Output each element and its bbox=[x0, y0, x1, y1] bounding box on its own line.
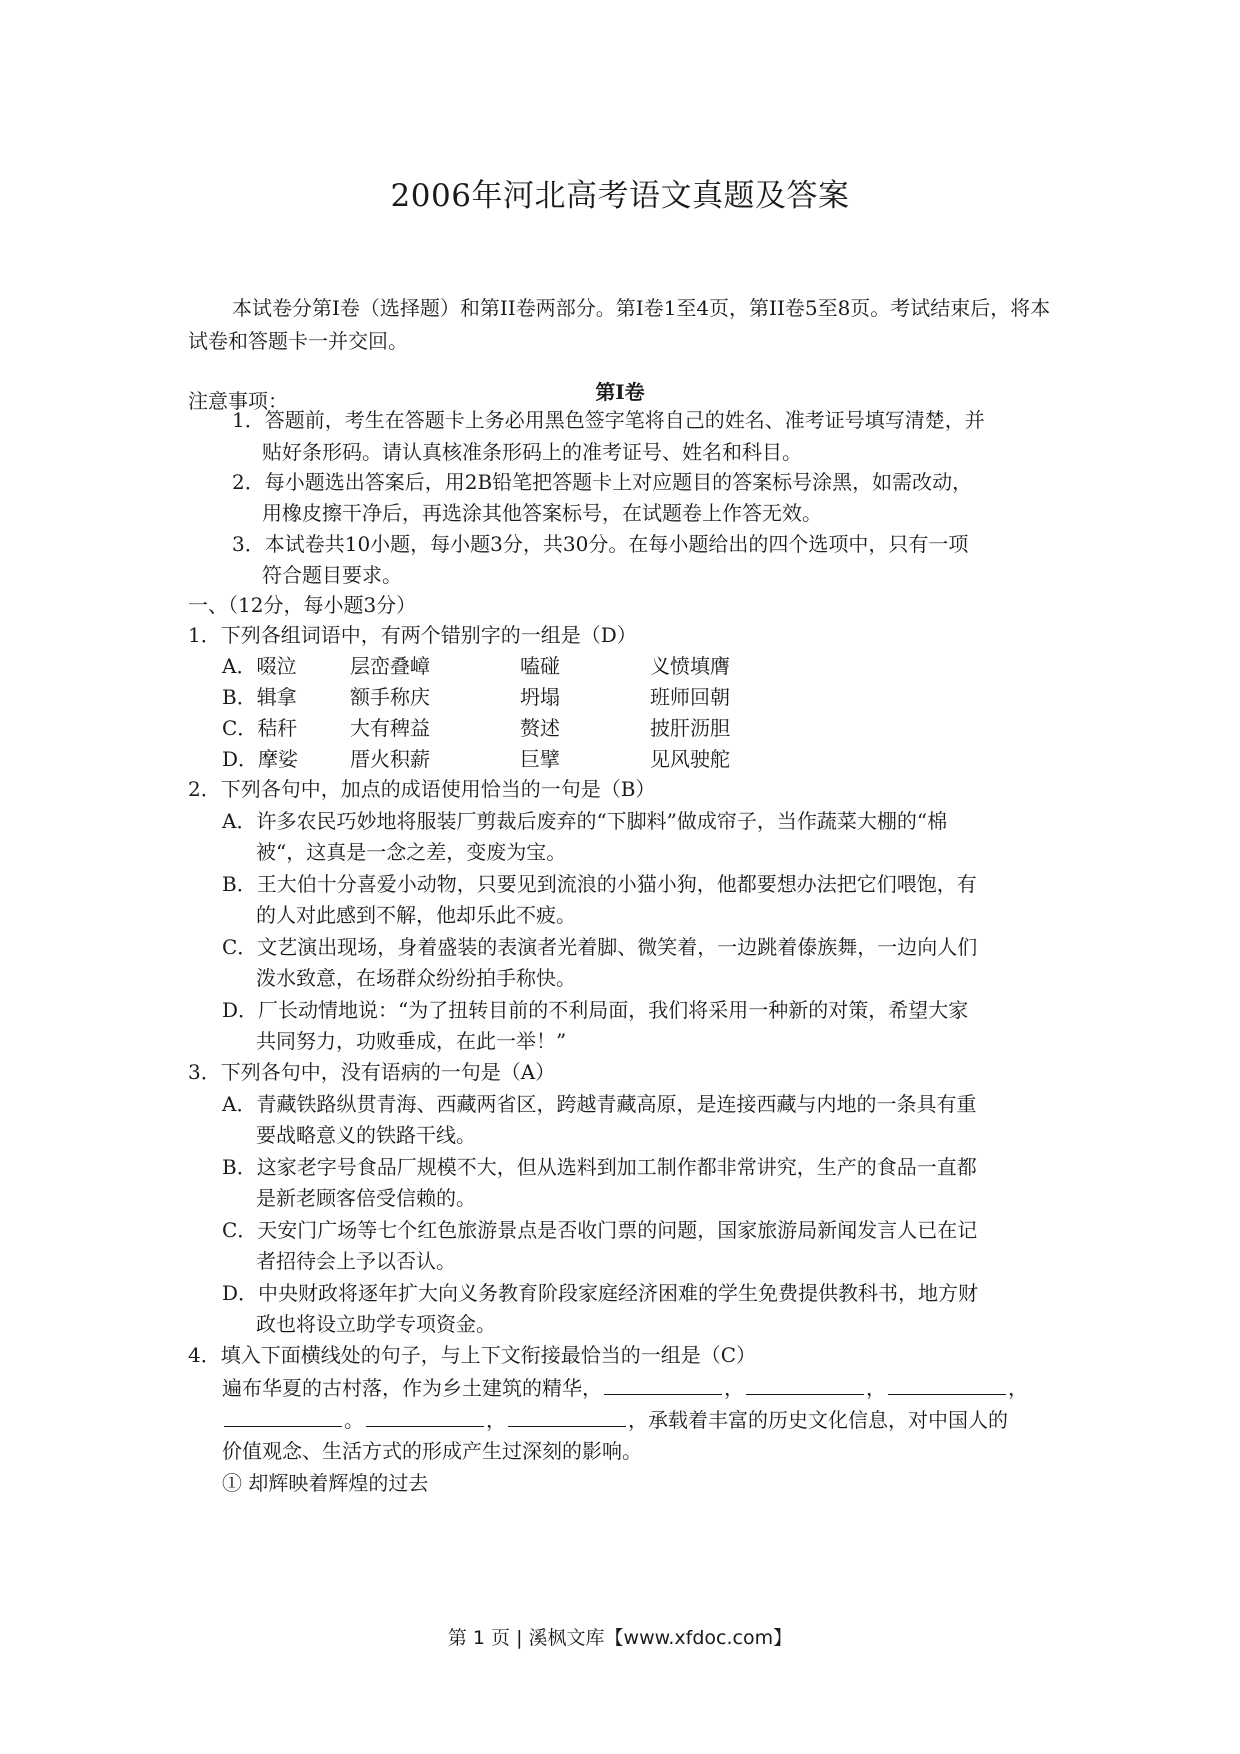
q3-option-d-line1: D．中央财政将逐年扩大向义务教育阶段家庭经济困难的学生免费提供教科书，地方财 bbox=[222, 1281, 979, 1305]
q4-comma-4: ， bbox=[486, 1408, 506, 1432]
q4-blank-6 bbox=[508, 1404, 626, 1427]
notice-item-2-line2: 用橡皮擦干净后，再选涂其他答案标号，在试题卷上作答无效。 bbox=[262, 501, 822, 525]
question-1-row-d bbox=[222, 744, 730, 774]
q1-a-word-3: 嗑碰 bbox=[520, 654, 560, 678]
q1-d-word-2: 厝火积薪 bbox=[350, 747, 430, 771]
q2-option-a-line1: A．许多农民巧妙地将服装厂剪裁后废弃的“下脚料”做成帘子，当作蔬菜大棚的“棉 bbox=[222, 809, 948, 833]
q1-d-word-4: 见风驶舵 bbox=[650, 747, 730, 771]
q2-option-d-line2: 共同努力，功败垂成，在此一举！” bbox=[256, 1029, 567, 1053]
page-footer: 第 1 页 | 溪枫文库【www.xfdoc.com】 bbox=[447, 1627, 793, 1649]
q1-b-word-2: 额手称庆 bbox=[350, 685, 430, 709]
q1-d-word-3: 巨擘 bbox=[520, 747, 560, 771]
q4-blank-5 bbox=[366, 1404, 484, 1427]
q1-b-word-3: 坍塌 bbox=[520, 685, 560, 709]
section-title: 第I卷 bbox=[595, 380, 645, 404]
notice-item-1-line1: 1．答题前，考生在答题卡上务必用黑色签字笔将自己的姓名、准考证号填写清楚，并 bbox=[232, 408, 985, 432]
q1-c-word-4: 披肝沥胆 bbox=[650, 716, 730, 740]
question-1-stem: 1．下列各组词语中，有两个错别字的一组是（D） bbox=[188, 623, 637, 647]
question-4-stem: 4．填入下面横线处的句子，与上下文衔接最恰当的一组是（C） bbox=[188, 1343, 757, 1367]
q1-a-word-2: 层峦叠嶂 bbox=[350, 654, 430, 678]
q3-option-b-line1: B．这家老字号食品厂规模不大，但从选料到加工制作都非常讲究，生产的食品一直都 bbox=[222, 1155, 977, 1179]
q4-blank-2 bbox=[746, 1372, 864, 1395]
q3-option-c-line1: C．天安门广场等七个红色旅游景点是否收门票的问题，国家旅游局新闻发言人已在记 bbox=[222, 1218, 978, 1242]
q3-option-a-line2: 要战略意义的铁路干线。 bbox=[256, 1123, 476, 1147]
q4-blank-3 bbox=[888, 1372, 1006, 1395]
q4-blank-1 bbox=[604, 1372, 722, 1395]
question-1-row-b bbox=[222, 682, 730, 712]
notice-item-3-line2: 符合题目要求。 bbox=[262, 563, 402, 587]
q1-c-word-3: 赘述 bbox=[520, 716, 560, 740]
q4-passage-end: ，承载着丰富的历史文化信息，对中国人的 bbox=[628, 1408, 1008, 1432]
q3-option-c-line2: 者招待会上予以否认。 bbox=[256, 1249, 456, 1273]
q1-b-word-1: B．辑拿 bbox=[222, 685, 297, 709]
notice-item-3-line1: 3．本试卷共10小题，每小题3分，共30分。在每小题给出的四个选项中，只有一项 bbox=[232, 532, 969, 556]
q4-comma-1: ， bbox=[724, 1376, 744, 1400]
q4-passage-line3: 价值观念、生活方式的形成产生过深刻的影响。 bbox=[222, 1439, 642, 1463]
intro-paragraph: 本试卷分第I卷（选择题）和第II卷两部分。第I卷1至4页，第II卷5至8页。考试结束后，将本试卷和答题卡一并交回。 bbox=[188, 296, 1051, 353]
q4-passage-line2 bbox=[222, 1404, 1008, 1435]
q2-option-a-line2: 被“，这真是一念之差，变废为宝。 bbox=[256, 840, 567, 864]
q2-option-b-line1: B．王大伯十分喜爱小动物，只要见到流浪的小猫小狗，他都要想办法把它们喂饱，有 bbox=[222, 872, 977, 896]
q3-option-b-line2: 是新老顾客倍受信赖的。 bbox=[256, 1186, 476, 1210]
part-heading: 一、（12分，每小题3分） bbox=[188, 593, 417, 617]
q4-period: 。 bbox=[344, 1408, 364, 1432]
q4-blank-4 bbox=[224, 1404, 342, 1427]
q4-comma-3: ， bbox=[1008, 1376, 1028, 1400]
q2-option-c-line1: C．文艺演出现场，身着盛装的表演者光着脚、微笑着，一边跳着傣族舞，一边向人们 bbox=[222, 935, 978, 959]
question-1-row-c bbox=[222, 713, 730, 743]
question-2-stem: 2．下列各句中，加点的成语使用恰当的一句是（B） bbox=[188, 777, 656, 801]
q3-option-a-line1: A．青藏铁路纵贯青海、西藏两省区，跨越青藏高原，是连接西藏与内地的一条具有重 bbox=[222, 1092, 977, 1116]
question-1-row-a bbox=[222, 651, 730, 681]
q2-option-d-line1: D．厂长动情地说：“为了扭转目前的不利局面，我们将采用一种新的对策，希望大家 bbox=[222, 998, 969, 1022]
q2-option-c-line2: 泼水致意，在场群众纷纷拍手称快。 bbox=[256, 966, 576, 990]
q2-option-b-line2: 的人对此感到不解，他却乐此不疲。 bbox=[256, 903, 576, 927]
notice-item-2-line1: 2．每小题选出答案后，用2B铅笔把答题卡上对应题目的答案标号涂黑，如需改动， bbox=[232, 470, 973, 494]
q4-passage-start: 遍布华夏的古村落，作为乡土建筑的精华， bbox=[222, 1376, 602, 1400]
q3-option-d-line2: 政也将设立助学专项资金。 bbox=[256, 1312, 496, 1336]
q1-b-word-4: 班师回朝 bbox=[650, 685, 730, 709]
q1-c-word-1: C．秸秆 bbox=[222, 716, 298, 740]
q1-d-word-1: D．摩娑 bbox=[222, 747, 299, 771]
q4-option-1: ① 却辉映着辉煌的过去 bbox=[222, 1471, 429, 1495]
question-3-stem: 3．下列各句中，没有语病的一句是（A） bbox=[188, 1060, 556, 1084]
q1-a-word-1: A．啜泣 bbox=[222, 654, 297, 678]
q4-comma-2: ， bbox=[866, 1376, 886, 1400]
page-title: 2006年河北高考语文真题及答案 bbox=[390, 178, 850, 214]
notice-item-1-line2: 贴好条形码。请认真核准条形码上的准考证号、姓名和科目。 bbox=[262, 440, 802, 464]
q1-a-word-4: 义愤填膺 bbox=[650, 654, 730, 678]
q1-c-word-2: 大有稗益 bbox=[350, 716, 430, 740]
q4-passage-line1 bbox=[222, 1372, 1028, 1403]
notice-heading: 注意事项： bbox=[188, 389, 288, 413]
